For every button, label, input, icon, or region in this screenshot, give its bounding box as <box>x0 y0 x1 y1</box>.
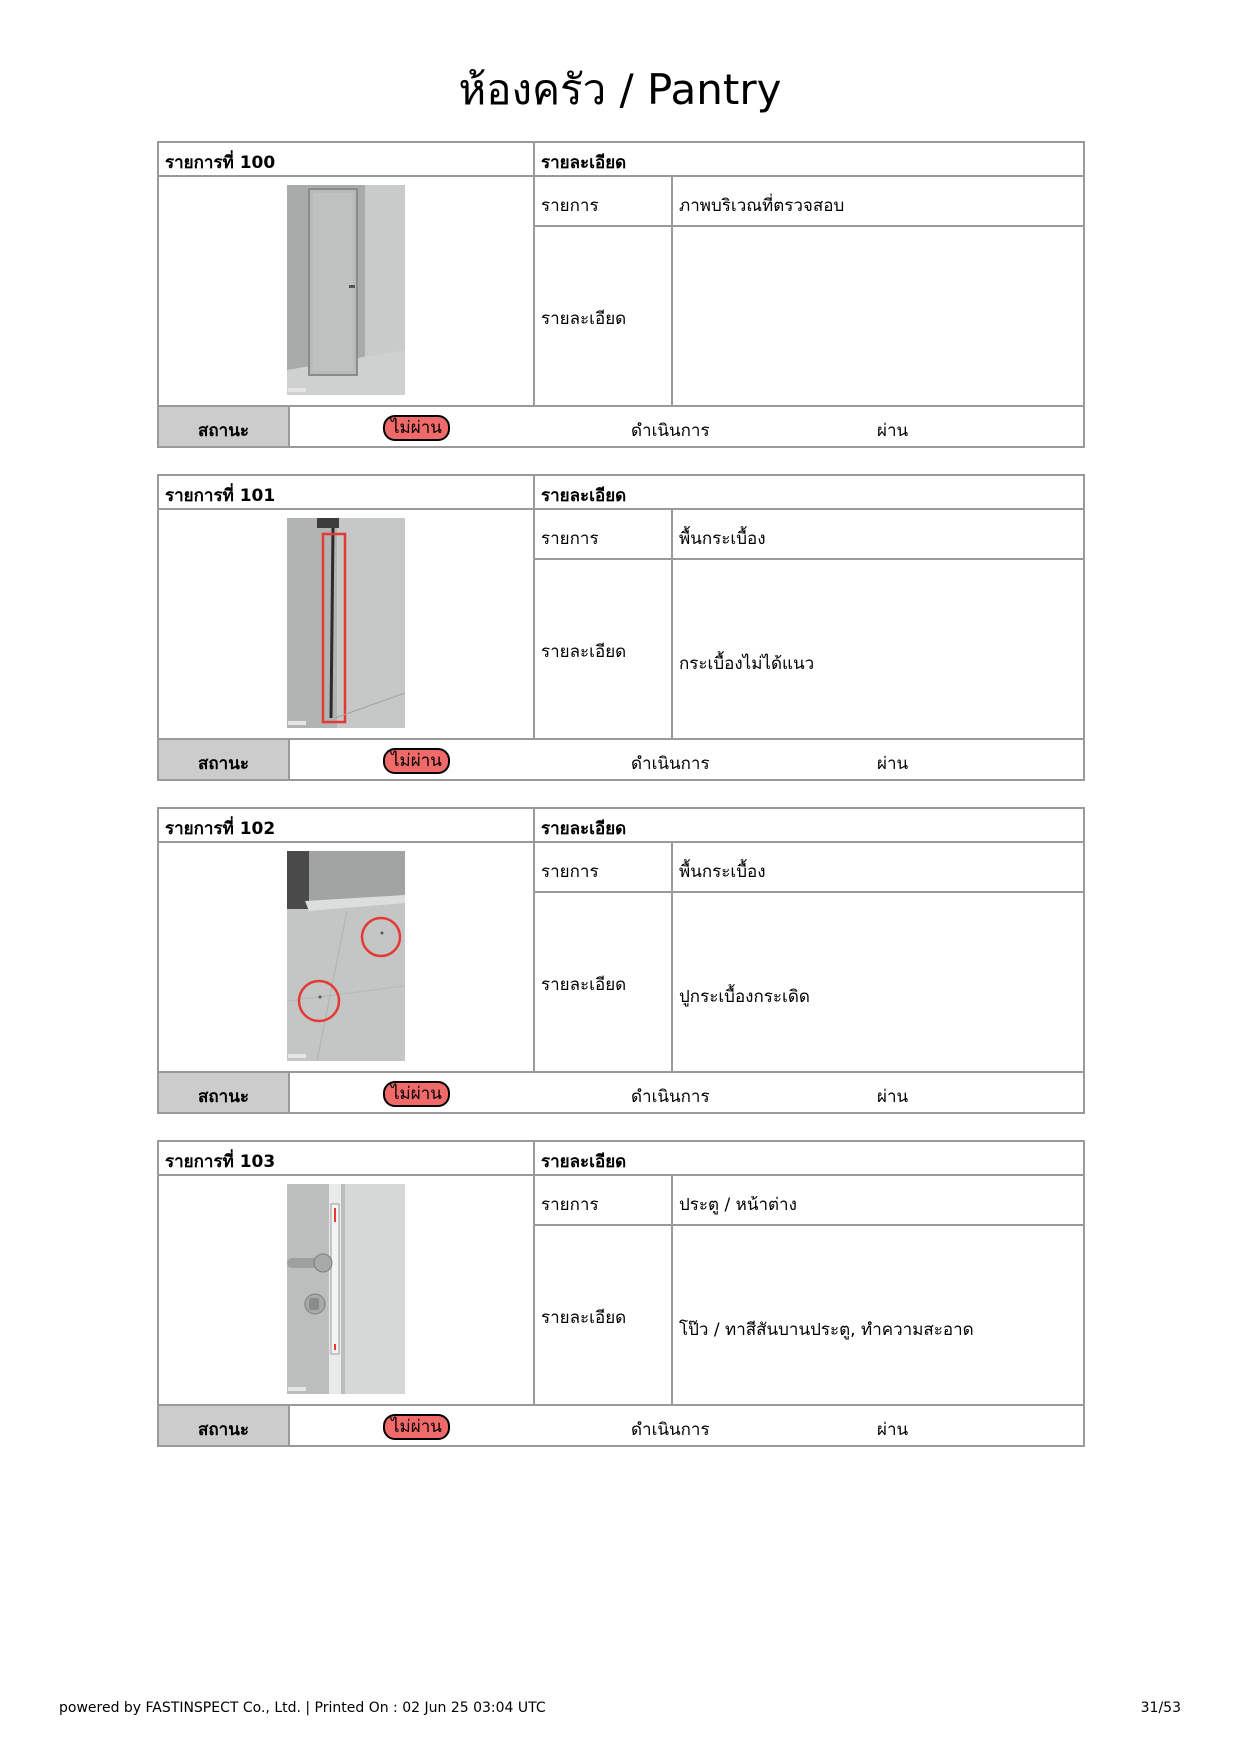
photo-cell <box>159 843 535 1071</box>
status-fail-badge[interactable]: ไม่ผ่าน <box>383 415 450 441</box>
status-row <box>159 1071 1083 1112</box>
photo-cell <box>159 510 535 738</box>
item-label: รายการ <box>535 510 673 560</box>
page-title: ห้องครัว / Pantry <box>458 65 782 114</box>
status-row <box>159 1404 1083 1445</box>
item-number: รายการที่ 102 <box>159 809 535 843</box>
photo-cell <box>159 1176 535 1404</box>
status-in-progress-option[interactable]: ดำเนินการ <box>631 421 710 441</box>
inspection-card <box>157 141 1085 448</box>
tile-floor-photo-icon[interactable] <box>287 851 405 1061</box>
status-in-progress-option[interactable]: ดำเนินการ <box>631 1087 710 1107</box>
door-handle-photo-icon[interactable] <box>287 1184 405 1394</box>
status-label: สถานะ <box>159 1073 290 1112</box>
details-header: รายละเอียด <box>535 1142 1083 1176</box>
details-label: รายละเอียด <box>535 893 673 1071</box>
page-number: 31/53 <box>1140 1700 1181 1716</box>
details-label: รายละเอียด <box>535 560 673 738</box>
status-pass-option[interactable]: ผ่าน <box>877 1087 909 1107</box>
status-pass-option[interactable]: ผ่าน <box>877 754 909 774</box>
photo-cell <box>159 177 535 405</box>
tile-gap-photo-icon[interactable] <box>287 518 405 728</box>
item-label: รายการ <box>535 177 673 227</box>
details-value: กระเบื้องไม่ได้แนว <box>679 654 815 674</box>
item-label: รายการ <box>535 1176 673 1226</box>
details-value <box>673 227 1083 405</box>
item-number: รายการที่ 101 <box>159 476 535 510</box>
status-row <box>159 738 1083 779</box>
inspection-card <box>157 1140 1085 1447</box>
item-value: ภาพบริเวณที่ตรวจสอบ <box>673 177 1083 227</box>
item-number: รายการที่ 100 <box>159 143 535 177</box>
inspection-card <box>157 807 1085 1114</box>
details-header: รายละเอียด <box>535 809 1083 843</box>
details-value: โป๊ว / ทาสีสันบานประตู, ทำความสะอาด <box>679 1320 974 1340</box>
item-value: พื้นกระเบื้อง <box>673 843 1083 893</box>
status-fail-badge[interactable]: ไม่ผ่าน <box>383 1081 450 1107</box>
status-in-progress-option[interactable]: ดำเนินการ <box>631 754 710 774</box>
details-label: รายละเอียด <box>535 1226 673 1404</box>
item-number: รายการที่ 103 <box>159 1142 535 1176</box>
status-fail-badge[interactable]: ไม่ผ่าน <box>383 1414 450 1440</box>
door-photo-icon[interactable] <box>287 185 405 395</box>
details-label: รายละเอียด <box>535 227 673 405</box>
details-header: รายละเอียด <box>535 476 1083 510</box>
status-label: สถานะ <box>159 1406 290 1445</box>
status-label: สถานะ <box>159 740 290 779</box>
status-label: สถานะ <box>159 407 290 446</box>
status-row <box>159 405 1083 446</box>
status-pass-option[interactable]: ผ่าน <box>877 1420 909 1440</box>
item-label: รายการ <box>535 843 673 893</box>
footer-text: powered by FASTINSPECT Co., Ltd. | Printed On : 02 Jun 25 03:04 UTC <box>59 1700 546 1716</box>
item-value: ประตู / หน้าต่าง <box>673 1176 1083 1226</box>
inspection-card <box>157 474 1085 781</box>
status-in-progress-option[interactable]: ดำเนินการ <box>631 1420 710 1440</box>
details-header: รายละเอียด <box>535 143 1083 177</box>
status-fail-badge[interactable]: ไม่ผ่าน <box>383 748 450 774</box>
details-value: ปูกระเบื้องกระเดิด <box>679 987 810 1007</box>
status-pass-option[interactable]: ผ่าน <box>877 421 909 441</box>
item-value: พื้นกระเบื้อง <box>673 510 1083 560</box>
